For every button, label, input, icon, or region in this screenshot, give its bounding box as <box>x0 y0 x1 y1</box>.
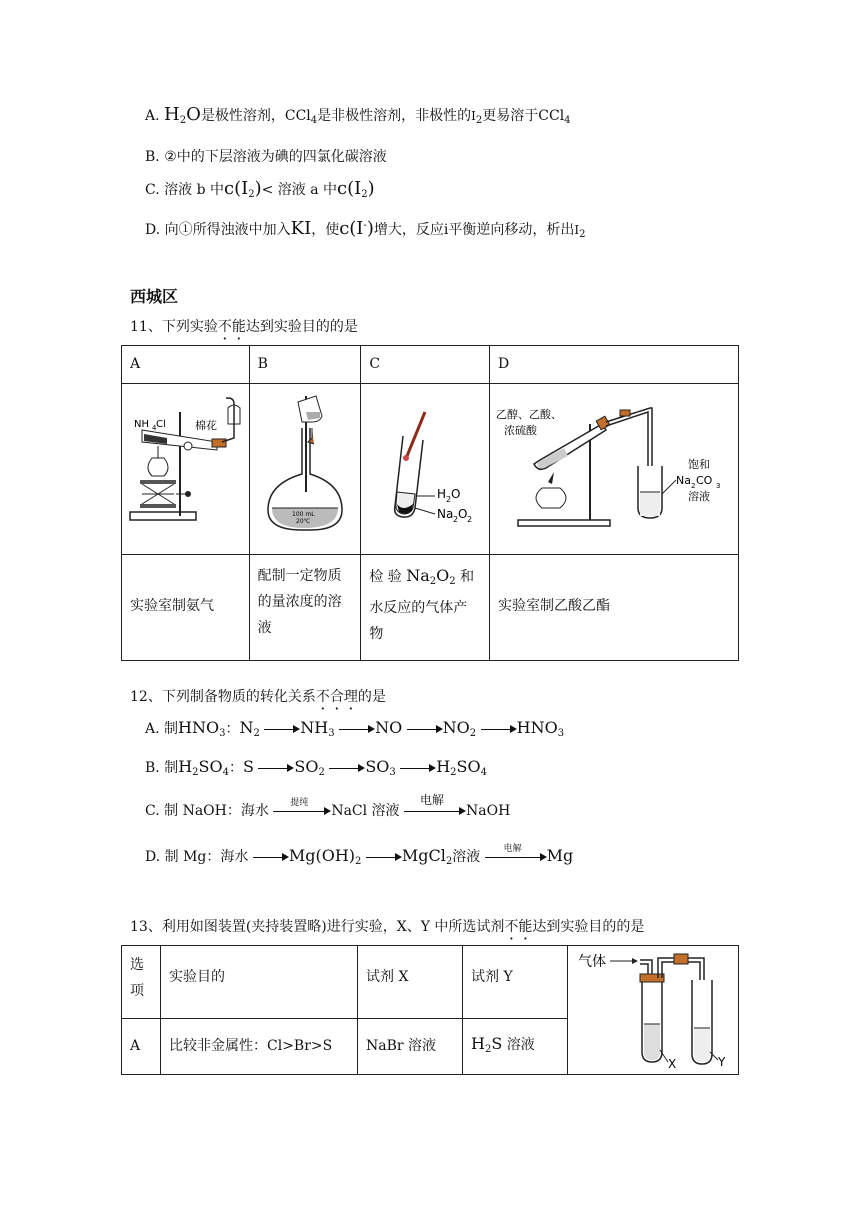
reaction-arrow <box>366 852 402 862</box>
reagent-x-label: X <box>668 1057 677 1070</box>
q12-option-b: B. 制$H_2SO_4$：S $SO_2$ $SO_3$ $H_2SO_4$ <box>145 757 487 778</box>
svg-text:20℃: 20℃ <box>295 518 311 525</box>
cotton-label: 棉花 <box>195 419 217 432</box>
h2o-label: H <box>437 487 447 501</box>
row-reagent-y: $H_2S$ 溶液 <box>471 1033 535 1055</box>
header-reagent-y: 试剂 Y <box>471 969 513 985</box>
svg-text:O: O <box>458 507 468 521</box>
flask-label: 100 mL <box>291 511 315 518</box>
question-12-stem: 12、下列制备物质的转化关系不合理的是 <box>130 689 386 705</box>
reagent-label-1: 乙醇、乙酸、 <box>496 408 562 421</box>
reaction-arrow <box>258 763 294 773</box>
svg-text:2: 2 <box>446 495 452 504</box>
header-purpose: 实验目的 <box>169 969 225 985</box>
q10-option-a: A. $H_2O$是极性溶剂，CCl$_4$是非极性溶剂，非极性的$I_2$更易溶于CCl$_4$ <box>145 104 571 126</box>
h2o-formula: $H_2O$ <box>164 104 201 126</box>
svg-text:溶液: 溶液 <box>688 490 710 503</box>
gas-label: 气体 <box>578 954 606 970</box>
reaction-arrow: 电解 <box>404 806 466 816</box>
svg-text:CO: CO <box>696 474 713 487</box>
svg-text:2: 2 <box>467 515 473 524</box>
ethyl-acetate-apparatus-diagram <box>490 384 738 550</box>
svg-text:2: 2 <box>453 515 459 524</box>
header-reagent-x: 试剂 X <box>366 969 409 985</box>
header-a: A <box>130 356 141 372</box>
svg-text:4: 4 <box>152 424 157 432</box>
row-reagent-x: NaBr 溶液 <box>366 1037 437 1054</box>
saturated-label: 饱和 <box>688 458 710 471</box>
header-b: B <box>257 356 268 372</box>
row-purpose: 比较非金属性：Cl>Br>S <box>169 1037 333 1054</box>
reaction-arrow: 提纯 <box>273 806 331 816</box>
reaction-arrow <box>264 724 300 734</box>
q12-option-d: D. 制 Mg：海水 $Mg(OH)_2$ MgCl$_2$溶液 电解 Mg <box>145 844 574 867</box>
q10-option-b: B. ②中的下层溶液为碘的四氯化碳溶液 <box>145 149 387 165</box>
volumetric-flask-diagram <box>250 384 360 550</box>
svg-text:Cl: Cl <box>156 419 166 430</box>
row-option: A <box>130 1037 141 1054</box>
ammonia-apparatus-diagram <box>122 384 248 550</box>
reaction-arrow <box>400 763 436 773</box>
na2o2-label: Na <box>437 507 454 521</box>
q10-option-c: C. 溶液 b 中$c(I_2)<$ 溶液 a 中$c(I_2)$ <box>145 178 375 200</box>
header-option: 选 项 <box>130 957 144 999</box>
test-tube-diagram <box>361 384 488 550</box>
purpose-c: 检 验 $Na_2O_2$ 和水反应的气体产物 <box>369 566 475 642</box>
reaction-arrow: 电解 <box>485 852 547 862</box>
svg-text:3: 3 <box>716 482 721 490</box>
purpose-d: 实验室制乙酸乙酯 <box>498 598 610 614</box>
question-13-table <box>121 945 739 1075</box>
reaction-arrow <box>407 724 443 734</box>
reaction-arrow <box>329 763 365 773</box>
svg-text:O: O <box>451 487 461 501</box>
reagent-y-label: Y <box>718 1055 726 1069</box>
reaction-arrow <box>481 724 517 734</box>
reagent-label-2: 浓硫酸 <box>504 424 537 437</box>
svg-text:Na: Na <box>676 474 691 487</box>
gas-washing-apparatus-diagram <box>568 946 738 1070</box>
purpose-a: 实验室制氨气 <box>130 598 214 614</box>
section-title: 西城区 <box>130 287 179 306</box>
reaction-arrow <box>253 852 289 862</box>
question-11-table <box>121 345 739 661</box>
q12-option-a: A. 制$HNO_3$：$N_2$ $NH_3$ NO $NO_2$ $HNO_3$ <box>145 718 565 739</box>
question-13-stem: 13、利用如图装置(夹持装置略)进行实验，X、Y 中所选试剂不能达到实验目的的是 <box>130 919 645 935</box>
svg-text:2: 2 <box>691 482 696 490</box>
header-d: D <box>498 356 510 372</box>
q10-option-d: D. 向①所得浊液中加入KI，使c(I-)增大，反应i平衡逆向移动，析出$I_2$ <box>145 218 586 240</box>
nh4cl-label: NH <box>134 419 149 430</box>
header-c: C <box>369 356 381 372</box>
question-11-stem: 11、下列实验不能达到实验目的的是 <box>130 319 358 335</box>
purpose-b: 配制一定物质的量浓度的溶液 <box>257 568 342 636</box>
reaction-arrow <box>339 724 375 734</box>
q12-option-c: C. 制 NaOH：海水 提纯 NaCl 溶液 电解 NaOH <box>145 793 511 819</box>
